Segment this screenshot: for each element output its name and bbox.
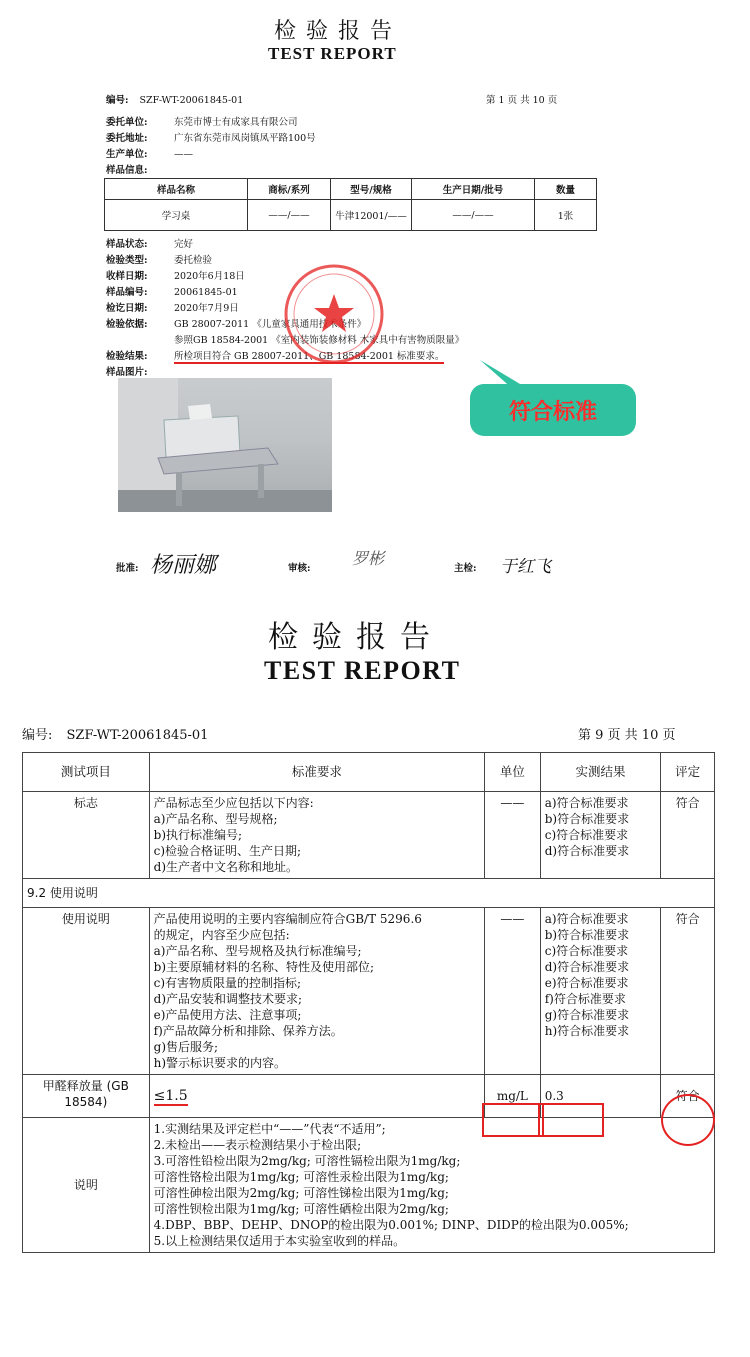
sample-photo <box>118 378 332 512</box>
sample-info-row: 样品信息: <box>106 165 148 176</box>
requirement-cell: 产品标志至少应包括以下内容: a)产品名称、型号规格; b)执行标准编号; c)检验合格证明、生产日期; d)生产者中文名称和地址。 <box>149 792 484 879</box>
address-row: 委托地址: 广东省东莞市凤岗镇凤平路100号 <box>106 133 316 144</box>
result-cell: 0.3 <box>540 1075 661 1118</box>
field-row: 参照GB 18584-2001 《室内装饰装修材料 木家具中有害物质限量》 <box>174 335 465 346</box>
review-label: 审核: <box>288 563 311 574</box>
section-row <box>23 879 715 908</box>
field-row: 样品图片: <box>106 367 148 378</box>
item-cell: 使用说明 <box>23 908 150 1075</box>
sample-cell: ——/—— <box>412 200 535 231</box>
sample-cell: 1张 <box>535 200 597 231</box>
item-cell: 标志 <box>23 792 150 879</box>
header-cell: 单位 <box>485 753 541 792</box>
approve-signature: 杨丽娜 <box>150 553 217 578</box>
main-inspector-signature: 于红飞 <box>500 557 551 577</box>
section-heading: 9.2 使用说明 <box>23 879 715 908</box>
unit-highlight-box <box>482 1103 544 1137</box>
field-row: 样品状态: 完好 <box>106 239 194 250</box>
client-row: 委托单位: 东莞市博士有成家具有限公司 <box>106 117 298 128</box>
sample-header: 生产日期/批号 <box>412 179 535 200</box>
unit-cell: mg/L <box>485 1075 541 1118</box>
sample-header: 样品名称 <box>105 179 248 200</box>
producer-row: 生产单位: —— <box>106 149 193 160</box>
unit-cell: —— <box>485 792 541 879</box>
header-cell: 标准要求 <box>149 753 484 792</box>
page1-number: 编号: SZF-WT-20061845-01 <box>106 95 244 106</box>
notes-row <box>23 1118 715 1253</box>
page2-title-en: TEST REPORT <box>264 656 461 685</box>
sample-header: 数量 <box>535 179 597 200</box>
header-cell: 评定 <box>661 753 715 792</box>
field-row: 检验类型: 委托检验 <box>106 255 213 266</box>
sample-cell: ——/—— <box>248 200 331 231</box>
verdict-cell: 符合 <box>661 1075 715 1118</box>
page2-title-cn: 检验报告 <box>268 620 444 655</box>
field-row: 样品编号: 20061845-01 <box>106 287 238 298</box>
sample-cell: 牛津12001/—— <box>331 200 412 231</box>
sample-table <box>104 178 597 231</box>
sample-cell: 学习桌 <box>105 200 248 231</box>
page2-page-info: 第 9 页 共 10 页 <box>578 728 676 743</box>
table-header-row <box>23 753 715 792</box>
page1-title-cn: 检验报告 <box>274 19 403 44</box>
sample-header: 型号/规格 <box>331 179 412 200</box>
page2-number: 编号: SZF-WT-20061845-01 <box>22 728 209 743</box>
item-cell: 甲醛释放量 (GB 18584) <box>23 1075 150 1118</box>
field-row: 收样日期: 2020年6月18日 <box>106 271 245 282</box>
result-cell: a)符合标准要求 b)符合标准要求 c)符合标准要求 d)符合标准要求 e)符合标准要求 f)符合标准要求 g)符合标准要求 h)符合标准要求 <box>540 908 661 1075</box>
item-cell: 说明 <box>23 1118 150 1253</box>
main-inspector-label: 主检: <box>454 563 477 574</box>
page1-title-en: TEST REPORT <box>268 44 397 63</box>
unit-cell: —— <box>485 908 541 1075</box>
approve-label: 批准: <box>116 563 139 574</box>
test-result-table <box>22 752 715 1253</box>
table-row <box>23 908 715 1075</box>
verdict-cell: 符合 <box>661 792 715 879</box>
requirement-cell: ≤1.5 <box>149 1075 484 1118</box>
field-row: 检讫日期: 2020年7月9日 <box>106 303 239 314</box>
compliance-bubble: 符合标准 <box>470 384 636 436</box>
review-signature: 罗彬 <box>352 549 385 568</box>
header-cell: 实测结果 <box>540 753 661 792</box>
result-cell: a)符合标准要求 b)符合标准要求 c)符合标准要求 d)符合标准要求 <box>540 792 661 879</box>
notes-cell: 1.实测结果及评定栏中“——”代表“不适用”; 2.未检出——表示检测结果小于检出限; 3.可溶性铅检出限为2mg/kg; 可溶性镉检出限为1mg/kg; 可溶性铬检出限为1mg/kg; 可溶性汞检出限为1mg/kg; 可溶性砷检出限为2mg/kg; 可溶性锑检出限为1mg/kg; 可溶性钡检出限为1mg/kg; 可溶性硒检出限为2mg/kg; 4.DBP、BBP、DEHP、DNOP的检出限为0.001%; DINP、DIDP的检出限为0.005%; 5.以上检测结果仅适用于本实验室收到的样品。 <box>149 1118 714 1253</box>
result-row: 检验结果: 所检项目符合 GB 28007-2011、GB 18584-2001 标准要求。 <box>106 351 445 362</box>
result-highlight-box <box>538 1103 604 1137</box>
sample-header: 商标/系列 <box>248 179 331 200</box>
page1-page-info: 第 1 页 共 10 页 <box>486 95 558 106</box>
official-seal-icon <box>282 262 386 366</box>
verdict-cell: 符合 <box>661 908 715 1075</box>
verdict-highlight-circle <box>661 1094 715 1146</box>
desk-photo-icon <box>118 378 332 512</box>
requirement-cell: 产品使用说明的主要内容编制应符合GB/T 5296.6 的规定，内容至少应包括: a)产品名称、型号规格及执行标准编号; b)主要原辅材料的名称、特性及使用部位; c)有害物质限量的控制指标; d)产品安装和调整技术要求; e)产品使用方法、注意事项; f)产品故障分析和排除、保养方法。 g)售后服务; h)警示标识要求的内容。 <box>149 908 484 1075</box>
field-row: 检验依据: GB 28007-2011 《儿童家具通用技术条件》 <box>106 319 367 330</box>
header-cell: 测试项目 <box>23 753 150 792</box>
formaldehyde-row <box>23 1075 715 1118</box>
table-row <box>23 792 715 879</box>
